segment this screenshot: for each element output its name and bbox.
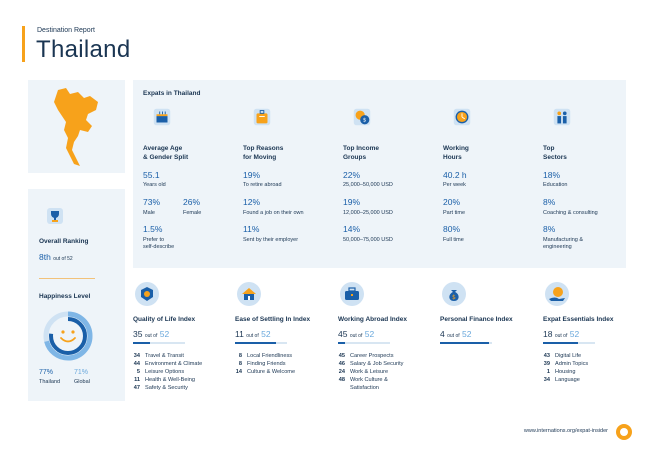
subcategory-row: Satisfaction — [350, 385, 379, 391]
stat-value: 22% — [343, 170, 361, 180]
quality-badge-icon — [135, 282, 159, 306]
stat-value: 1.5% — [143, 224, 163, 234]
report-subtitle: Destination Report — [37, 27, 95, 34]
subcategory-row: 46 Salary & Job Security — [338, 361, 404, 367]
thailand-happiness-label: Thailand — [39, 379, 61, 385]
svg-text:$: $ — [362, 117, 367, 124]
stat-heading: Top Income Groups — [343, 145, 379, 161]
luggage-icon — [251, 106, 273, 128]
happiness-gauge — [42, 310, 94, 362]
cake-icon — [151, 106, 173, 128]
stat-value: 40.2 h — [443, 170, 467, 180]
index-rank: 35 out of 52 — [133, 329, 170, 339]
global-happiness-label: Global — [74, 379, 90, 385]
subcategory-list — [129, 352, 202, 392]
stat-label: Female — [183, 210, 202, 216]
briefcase-icon — [340, 282, 364, 306]
svg-text:$: $ — [452, 294, 456, 301]
stat-heading: Average Age & Gender Split — [143, 145, 189, 161]
hand-globe-icon — [545, 282, 569, 306]
subcategory-row: 45 Career Prospects — [338, 353, 394, 359]
trophy-icon — [44, 205, 66, 227]
stat-label: Manufacturing & engineering — [543, 237, 584, 250]
stat-value: 8% — [543, 224, 556, 234]
subcategory-row: 5 Leisure Options — [136, 369, 185, 375]
subcategory-row: 11 Health & Well-Being — [134, 377, 195, 383]
stat-label: Per week — [443, 182, 466, 188]
stat-value: 12% — [243, 197, 261, 207]
overall-ranking-label: Overall Ranking — [39, 238, 89, 245]
ranking-panel — [28, 189, 125, 401]
stat-heading: Working Hours — [443, 145, 469, 161]
stat-label: Male — [143, 210, 155, 216]
index-title: Expat Essentials Index — [543, 316, 614, 323]
stat-label: Part time — [443, 210, 466, 216]
subcategory-row: 44 Environment & Climate — [133, 361, 203, 367]
stat-label: Found a job on their own — [243, 210, 304, 216]
footer-url[interactable]: www.internations.org/expat-insider — [523, 428, 608, 434]
subcategory-row: 39 Admin Topics — [543, 361, 589, 367]
subcategory-row: 8 Finding Friends — [238, 361, 286, 367]
people-icon — [551, 106, 573, 128]
index-title: Quality of Life Index — [133, 316, 196, 323]
happiness-label: Happiness Level — [39, 293, 91, 300]
stat-label: Years old — [143, 182, 166, 188]
stat-value: 26% — [183, 197, 201, 207]
index-bar-fill — [338, 342, 345, 344]
subcategory-row: 14 Culture & Welcome — [235, 369, 296, 375]
header-accent-bar — [22, 26, 25, 62]
stat-value: 80% — [443, 224, 461, 234]
stat-value: 19% — [243, 170, 261, 180]
subcategory-row: 43 Digital Life — [543, 353, 582, 359]
clock-icon — [451, 106, 473, 128]
thailand-happiness-value: 77% — [39, 369, 54, 376]
subcategory-row: 34 Travel & Transit — [133, 353, 184, 359]
index-rank: 4 out of 52 — [440, 329, 472, 339]
subcategory-row: 34 Language — [543, 377, 580, 383]
stat-value: 20% — [443, 197, 461, 207]
stat-value: 55.1 — [143, 170, 160, 180]
stat-label: Prefer to self-describe — [143, 237, 175, 250]
page-title: Thailand — [36, 36, 131, 63]
index-title: Personal Finance Index — [440, 316, 513, 323]
index-bar-track — [338, 342, 390, 344]
subcategory-row: 8 Local Friendliness — [238, 353, 293, 359]
stat-value: 14% — [343, 224, 361, 234]
country-map-panel — [28, 80, 125, 173]
stat-label: 50,000–75,000 USD — [343, 237, 393, 243]
stat-label: Full time — [443, 237, 464, 243]
index-bar-fill — [440, 342, 489, 344]
stat-value: 11% — [243, 224, 260, 234]
divider — [39, 278, 95, 279]
index-rank: 18 out of 52 — [543, 329, 580, 339]
subcategory-list — [539, 352, 588, 384]
expats-title: Expats in Thailand — [143, 90, 201, 97]
stat-heading: Top Reasons for Moving — [243, 145, 284, 161]
thailand-map-icon — [28, 80, 125, 173]
stat-value: 8% — [543, 197, 556, 207]
internations-logo — [616, 424, 632, 440]
stat-label: 12,000–25,000 USD — [343, 210, 393, 216]
stat-label: Coaching & consulting — [543, 210, 598, 216]
stat-heading: Top Sectors — [543, 145, 567, 161]
expats-panel — [133, 80, 626, 268]
index-title: Working Abroad Index — [338, 316, 407, 323]
subcategory-list — [231, 352, 295, 376]
index-rank: 11 out of 52 — [235, 329, 271, 339]
index-bar-fill — [235, 342, 276, 344]
index-bar-fill — [133, 342, 150, 344]
money-bag-icon — [442, 282, 466, 306]
subcategory-row: 24 Work & Leisure — [338, 369, 389, 375]
index-title: Ease of Settling In Index — [235, 316, 311, 323]
subcategory-list — [334, 352, 403, 392]
subcategory-row: 48 Work Culture & — [338, 377, 388, 383]
stat-value: 73% — [143, 197, 161, 207]
coins-icon — [351, 106, 373, 128]
stat-label: Education — [543, 182, 568, 188]
global-happiness-value: 71% — [74, 369, 89, 376]
stat-label: 25,000–50,000 USD — [343, 182, 393, 188]
overall-rank-value: 8th out of 52 — [39, 252, 73, 262]
thailand-happiness-arc — [51, 319, 85, 353]
stat-label: To retire abroad — [243, 182, 282, 188]
index-rank: 45 out of 52 — [338, 329, 375, 339]
index-bar-fill — [543, 342, 578, 344]
house-icon — [237, 282, 261, 306]
subcategory-row: 1 Housing — [546, 369, 576, 375]
subcategory-row: 47 Safety & Security — [133, 385, 188, 391]
stat-label: Sent by their employer — [243, 237, 299, 243]
stat-value: 18% — [543, 170, 561, 180]
stat-value: 19% — [343, 197, 361, 207]
